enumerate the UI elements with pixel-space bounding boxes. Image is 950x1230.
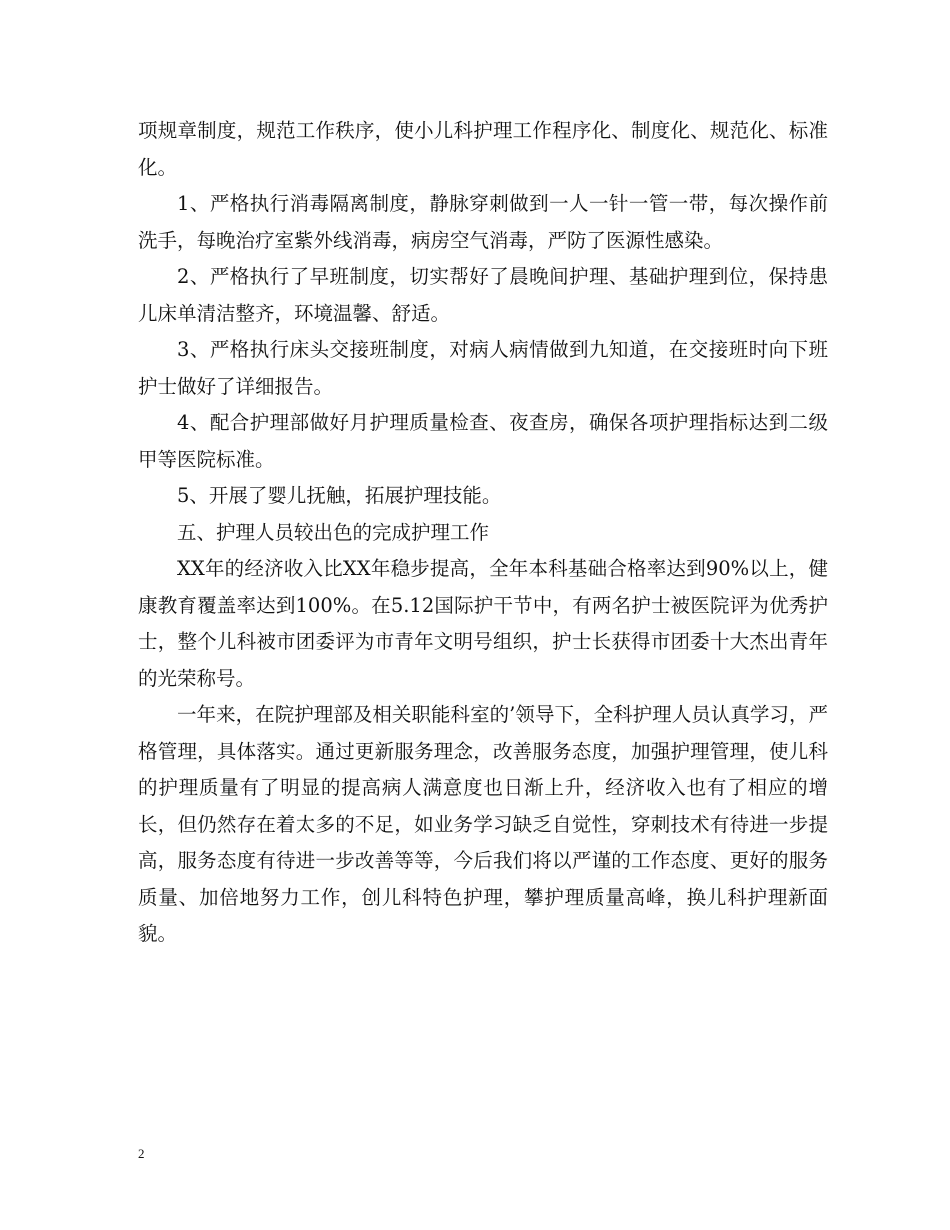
paragraph-8: XX年的经济收入比XX年稳步提高，全年本科基础合格率达到90%以上，健康教育覆盖率达到100%。在5.12国际护干节中，有两名护士被医院评为优秀护士，整个儿科被市团委评为市青年文明号组织，护士长获得市团委十大杰出青年的光荣称号。 xyxy=(138,557,828,690)
page-number: 2 xyxy=(138,1146,145,1161)
paragraph-5: 4、配合护理部做好月护理质量检查、夜查房，确保各项护理指标达到二级甲等医院标准。 xyxy=(138,411,828,471)
paragraph-9: 一年来，在院护理部及相关职能科室的’领导下，全科护理人员认真学习，严格管理，具体落实。通过更新服务理念，改善服务态度，加强护理管理，使儿科的护理质量有了明显的提高病人满意度也日渐上升，经济收入也有了相应的增长，但仍然存在着太多的不足，如业务学习缺乏自觉性，穿刺技术有待进一步提高，服务态度有待进一步改善等等，今后我们将以严谨的工作态度、更好的服务质量、加倍地努力工作，创儿科特色护理，攀护理质量高峰，换儿科护理新面貌。 xyxy=(138,703,828,945)
document-body xyxy=(138,113,828,953)
paragraph-2: 1、严格执行消毒隔离制度，静脉穿刺做到一人一针一管一带，每次操作前洗手，每晚治疗室紫外线消毒，病房空气消毒，严防了医源性感染。 xyxy=(138,192,828,252)
paragraph-6: 5、开展了婴儿抚触，拓展护理技能。 xyxy=(177,484,502,507)
section-heading: 五、护理人员较出色的完成护理工作 xyxy=(177,520,490,544)
paragraph-4: 3、严格执行床头交接班制度，对病人病情做到九知道，在交接班时向下班护士做好了详细报告。 xyxy=(138,338,828,398)
paragraph-3: 2、严格执行了早班制度，切实帮好了晨晚间护理、基础护理到位，保持患儿床单清洁整齐，环境温馨、舒适。 xyxy=(138,265,828,325)
paragraph-1: 项规章制度，规范工作秩序，使小儿科护理工作程序化、制度化、规范化、标准化。 xyxy=(138,119,828,179)
